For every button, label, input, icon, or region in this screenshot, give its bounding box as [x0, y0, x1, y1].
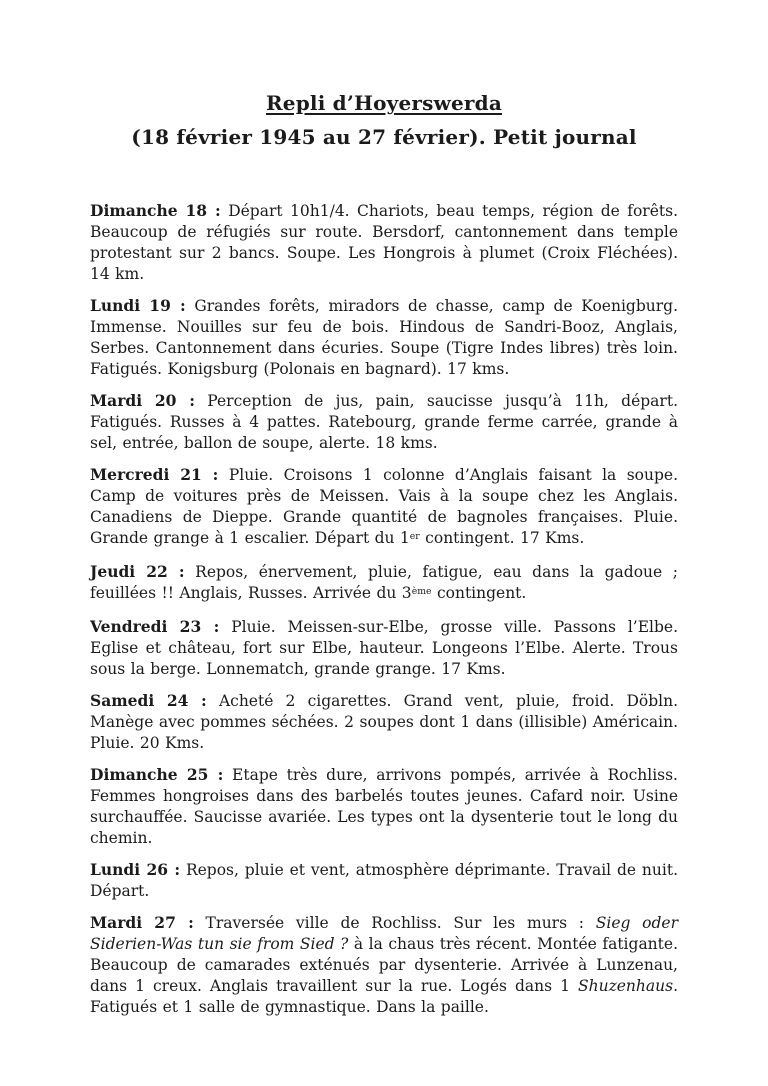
entry-text: à la chaus très récent. Montée fatigante. Beaucoup de camarades exténués par dysenterie. Arrivée à Lunzenau, dans 1 creux. Anglais travaillent sur la rue. Logés dans 1: [90, 935, 678, 995]
entry-day-label: Samedi 24 :: [90, 691, 207, 710]
entry-text: Acheté 2 cigarettes. Grand vent, pluie, froid. Döbln. Manège avec pommes séchées. 2 soupes dont 1 dans (illisible) Américain. Pluie. 20 Kms.: [90, 692, 679, 752]
entry-text: Grandes forêts, miradors de chasse, camp de Koenigburg. Immense. Nouilles sur feu de bois. Hindous de Sandri-Booz, Anglais, Serbes. Cantonnement dans écuries. Soupe (Tigre Indes libres) très loin. Fatigués. Konigsburg (Polonais en bagnard). 17 kms.: [90, 297, 678, 378]
entry-text: Etape très dure, arrivons pompés, arrivée à Rochliss. Femmes hongroises dans des barbelés toutes jeunes. Cafard noir. Usine surchauffée. Saucisse avariée. Les types ont la dysenterie tout le long du chemin.: [90, 766, 678, 847]
page-title: [90, 86, 678, 154]
entry-day-label: Dimanche 18 :: [90, 201, 221, 220]
journal-entry: [90, 390, 678, 454]
entry-day-label: Dimanche 25 :: [90, 765, 224, 784]
journal-entry: [90, 200, 678, 285]
entry-superscript-text: er: [409, 530, 420, 542]
entry-day-label: Mardi 27 :: [90, 913, 194, 932]
entry-day-label: Mercredi 21 :: [90, 465, 219, 484]
journal-entry: [90, 859, 678, 902]
entry-day-label: Lundi 26 :: [90, 860, 181, 879]
entry-day-label: Mardi 20 :: [90, 391, 195, 410]
entry-day-label: Jeudi 22 :: [90, 562, 185, 581]
entry-day-label: Lundi 19 :: [90, 296, 186, 315]
entry-text: contingent.: [431, 584, 527, 602]
entry-text: Pluie. Croisons 1 colonne d’Anglais faisant la soupe. Camp de voitures près de Meissen. Vais à la soupe chez les Anglais. Canadiens de Dieppe. Grande quantité de bagnoles françaises. Pluie. Grande grange à 1 escalier. Départ du 1: [90, 466, 678, 547]
entry-text: contingent. 17 Kms.: [419, 529, 585, 547]
entry-text: Repos, pluie et vent, atmosphère déprimante. Travail de nuit. Départ.: [90, 861, 678, 900]
entry-text: Départ 10h1/4. Chariots, beau temps, région de forêts. Beaucoup de réfugiés sur route. Bersdorf, cantonnement dans temple protestant sur 2 bancs. Soupe. Les Hongrois à plumet (Croix Fléchées). 14 km.: [90, 202, 678, 283]
entry-superscript-text: ème: [411, 585, 432, 597]
document-title-line1: Repli d’Hoyerswerda: [265, 91, 503, 115]
journal-entry: [90, 561, 678, 606]
entry-text: Repos, énervement, pluie, fatigue, eau dans la gadoue ; feuillées !! Anglais, Russes. Arrivée du 3: [90, 563, 678, 602]
journal-entry: [90, 295, 678, 380]
journal-entry: [90, 912, 678, 1018]
entry-italic-text: Shuzenhaus: [577, 977, 674, 995]
document-content: [90, 0, 678, 1018]
journal-entry: [90, 690, 678, 754]
journal-entry: [90, 616, 678, 680]
journal-entry: [90, 464, 678, 551]
journal-entries: [90, 200, 678, 1018]
entry-text: Perception de jus, pain, saucisse jusqu’à 11h, départ. Fatigués. Russes à 4 pattes. Ratebourg, grande ferme carrée, grande à sel, entrée, ballon de soupe, alerte. 18 kms.: [90, 392, 678, 452]
entry-text: . Fatigués et 1 salle de gymnastique. Dans la paille.: [90, 977, 678, 1016]
entry-text: Pluie. Meissen-sur-Elbe, grosse ville. Passons l’Elbe. Eglise et château, fort sur Elbe, hauteur. Longeons l’Elbe. Alerte. Trous sous la berge. Lonnematch, grande grange. 17 Kms.: [90, 618, 678, 678]
entry-italic-text: Sieg oder Siderien-Was tun sie from Sied ?: [90, 914, 678, 953]
entry-text: Traversée ville de Rochliss. Sur les murs :: [205, 914, 596, 932]
entry-day-label: Vendredi 23 :: [90, 617, 220, 636]
document-header: [90, 86, 678, 154]
document-title-line2: (18 février 1945 au 27 février). Petit journal: [131, 125, 637, 149]
journal-entry: [90, 764, 678, 849]
